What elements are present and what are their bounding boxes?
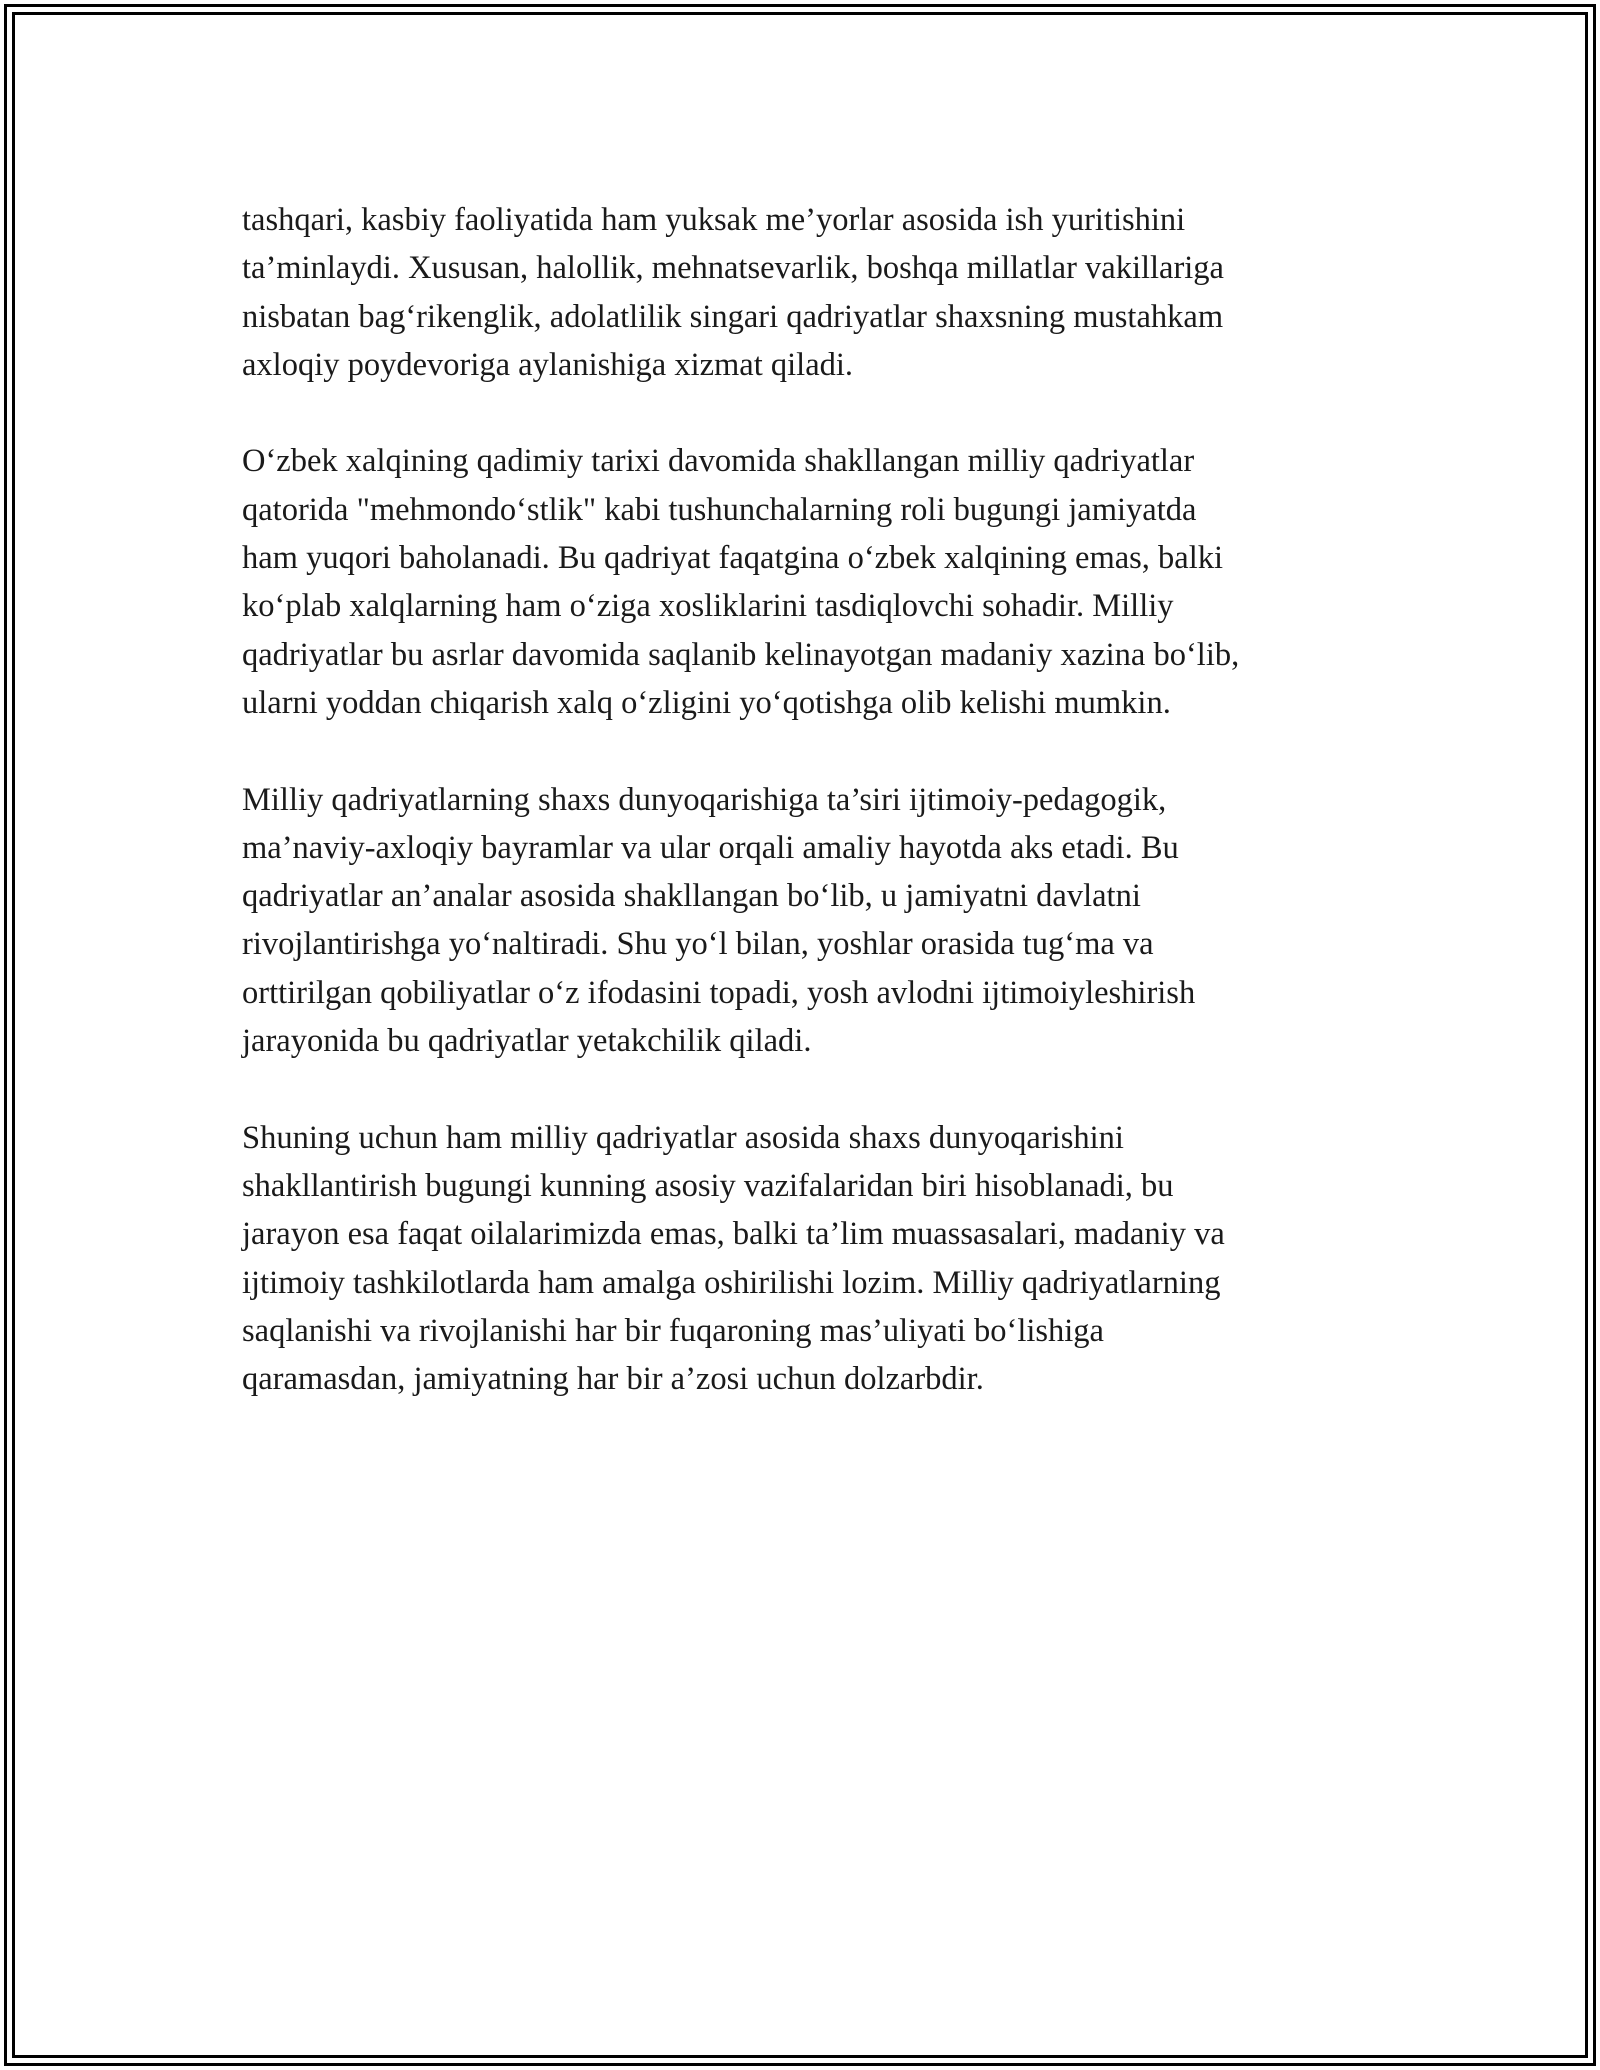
- page-border: [4, 4, 1596, 2066]
- paragraph-3: Milliy qadriyatlarning shaxs dunyoqarishiga ta’siri ijtimoiy-pedagogik, ma’naviy-axloqiy bayramlar va ular orqali amaliy hayotda aks etadi. Bu qadriyatlar an’analar asosida shakllangan bo‘lib, u jamiyatni davlatni rivojlantirishga yo‘naltiradi. Shu yo‘l bilan, yoshlar orasida tug‘ma va orttirilgan qobiliyatlar o‘z ifodasini topadi, yosh avlodni ijtimoiyleshirish jarayonida bu qadriyatlar yetakchilik qiladi.: [242, 781, 1196, 1060]
- paragraph-1: tashqari, kasbiy faoliyatida ham yuksak me’yorlar asosida ish yuritishini ta’minlaydi. Xususan, halollik, mehnatsevarlik, boshqa millatlar vakillariga nisbatan bag‘rikenglik, adolatlilik singari qadriyatlar shaxsning mustahkam axloqiy poydevoriga aylanishiga xizmat qiladi.: [242, 202, 1224, 383]
- document-body: [242, 196, 1392, 1452]
- paragraph-2: O‘zbek xalqining qadimiy tarixi davomida shakllangan milliy qadriyatlar qatorida "mehmondo‘stlik" kabi tushunchalarning roli bugungi jamiyatda ham yuqori baholanadi. Bu qadriyat faqatgina o‘zbek xalqining emas, balki ko‘plab xalqlarning ham o‘ziga xosliklarini tasdiqlovchi sohadir. Milliy qadriyatlar bu asrlar davomida saqlanib kelinayotgan madaniy xazina bo‘lib, ularni yoddan chiqarish xalq o‘zligini yo‘qotishga olib kelishi mumkin.: [242, 443, 1240, 721]
- paragraph-4: Shuning uchun ham milliy qadriyatlar asosida shaxs dunyoqarishini shakllantirish bugungi kunning asosiy vazifalaridan biri hisoblanadi, bu jarayon esa faqat oilalarimizda emas, balki ta’lim muassasalari, madaniy va ijtimoiy tashkilotlarda ham amalga oshirilishi lozim. Milliy qadriyatlarning saqlanishi va rivojlanishi har bir fuqaroning mas’uliyati bo‘lishiga qaramasdan, jamiyatning har bir a’zosi uchun dolzarbdir.: [242, 1119, 1225, 1398]
